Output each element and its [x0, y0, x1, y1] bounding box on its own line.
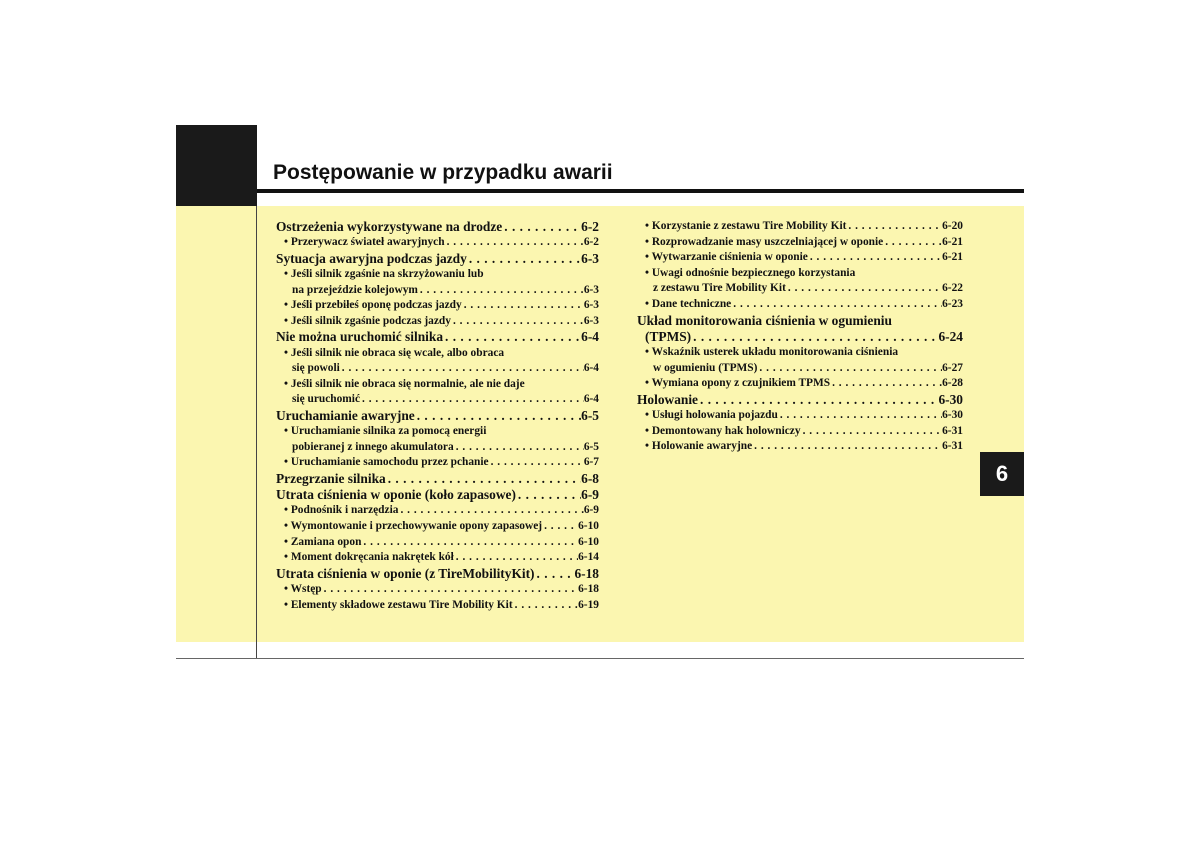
toc-entry-label: • Elementy składowe zestawu Tire Mobility Kit: [284, 598, 513, 611]
toc-entry: [276, 283, 599, 299]
toc-entry-page: 6-24: [938, 328, 963, 344]
toc-entry: [276, 219, 599, 235]
toc-entry-page: 6-9: [581, 487, 599, 503]
toc-entry-page: 6-5: [583, 440, 599, 453]
toc-entry-label: Utrata ciśnienia w oponie (z TireMobilityKit): [276, 565, 535, 581]
toc-entry-label: Uruchamianie awaryjne: [276, 407, 415, 423]
toc-entry-label: • Jeśli silnik nie obraca się wcale, albo obraca: [284, 346, 505, 359]
toc-entry: [276, 408, 599, 424]
chapter-header-block: [176, 125, 257, 206]
dot-leader: [883, 235, 942, 251]
title-rule: [257, 189, 1024, 193]
toc-entry: [276, 550, 599, 566]
toc-entry-label: • Jeśli silnik zgaśnie na skrzyżowaniu lub: [284, 268, 484, 280]
toc-entry: [276, 598, 599, 614]
toc-entry-label: • Wymontowanie i przechowywanie opony zapasowej: [284, 519, 543, 532]
toc-entry-label: w ogumieniu (TPMS): [653, 361, 758, 374]
toc-entry-label: Nie można uruchomić silnika: [276, 329, 444, 345]
toc-entry-page: 6-30: [942, 408, 963, 421]
toc-entry: [276, 582, 599, 598]
toc-entry-page: 6-27: [942, 361, 963, 374]
toc-entry: [276, 314, 599, 330]
dot-leader: [846, 219, 942, 235]
toc-entry-label: (TPMS): [645, 328, 692, 344]
toc-entry-label: • Demontowany hak holowniczy: [645, 424, 801, 437]
toc-entry-label: na przejeździe kolejowym: [292, 283, 418, 296]
dot-leader: [535, 566, 575, 582]
toc-entry-label: • Dane techniczne: [645, 297, 732, 310]
toc-entry-label: • Wymiana opony z czujnikiem TPMS: [645, 377, 831, 390]
toc-entry: [276, 455, 599, 471]
toc-entry-page: 6-3: [583, 299, 599, 312]
toc-entry-label: się uruchomić: [292, 393, 361, 406]
toc-entry: [637, 361, 963, 377]
toc-entry: [276, 235, 599, 251]
margin-rule: [256, 206, 257, 659]
dot-leader: [443, 329, 581, 345]
toc-entry-page: 6-22: [942, 282, 963, 295]
toc-entry-page: 6-14: [578, 551, 599, 564]
toc-entry-page: 6-5: [581, 407, 599, 423]
toc-entry-page: 6-3: [583, 314, 599, 327]
toc-entry: [276, 471, 599, 487]
toc-entry-label: • Wytwarzanie ciśnienia w oponie: [645, 251, 808, 264]
toc-entry: [637, 281, 963, 297]
toc-entry-page: 6-4: [583, 393, 599, 406]
toc-entry-label: • Jeśli przebiłeś oponę podczas jazdy: [284, 299, 462, 312]
dot-leader: [418, 283, 584, 299]
toc-entry-label: Przegrzanie silnika: [276, 470, 386, 486]
toc-entry: [637, 313, 963, 329]
toc-entry-label: pobieranej z innego akumulatora: [292, 440, 454, 453]
footer-rule: [176, 658, 1024, 659]
chapter-tab: [980, 452, 1024, 496]
toc-entry: [637, 266, 963, 282]
toc-entry-label: Ostrzeżenia wykorzystywane na drodze: [276, 219, 503, 234]
toc-entry-label: • Jeśli silnik zgaśnie podczas jazdy: [284, 314, 451, 327]
toc-entry: [276, 251, 599, 267]
toc-entry-page: 6-9: [583, 504, 599, 517]
toc-column-right: [637, 219, 963, 455]
toc-entry-page: 6-28: [942, 377, 963, 390]
toc-entry-page: 6-21: [942, 251, 963, 264]
toc-entry-label: • Uruchamianie samochodu przez pchanie: [284, 456, 489, 469]
toc-entry-page: 6-31: [942, 424, 963, 437]
dot-leader: [386, 471, 581, 487]
toc-entry: [637, 439, 963, 455]
toc-entry-label: • Uruchamianie silnika za pomocą energii: [284, 425, 487, 438]
dot-leader: [361, 535, 578, 551]
dot-leader: [513, 598, 578, 614]
toc-entry: [637, 376, 963, 392]
dot-leader: [445, 235, 584, 251]
toc-entry: [637, 329, 963, 345]
chapter-number: 6: [995, 461, 1009, 486]
toc-entry-page: 6-4: [581, 329, 599, 345]
toc-entry: [276, 487, 599, 503]
toc-entry: [276, 329, 599, 345]
dot-leader: [757, 361, 942, 377]
dot-leader: [340, 361, 584, 377]
toc-entry-page: 6-23: [942, 297, 963, 310]
toc-entry-page: 6-10: [578, 519, 599, 532]
toc-entry-page: 6-20: [942, 220, 963, 232]
toc-entry: [276, 535, 599, 551]
dot-leader: [467, 251, 581, 267]
toc-entry-label: • Holowanie awaryjne: [645, 440, 753, 453]
dot-leader: [454, 440, 584, 456]
toc-entry: [276, 298, 599, 314]
toc-entry-page: 6-2: [581, 219, 599, 234]
toc-entry: [276, 503, 599, 519]
toc-entry-page: 6-7: [583, 456, 599, 469]
toc-entry-label: • Moment dokręcania nakrętek kół: [284, 551, 454, 564]
toc-entry: [637, 408, 963, 424]
dot-leader: [398, 503, 583, 519]
dot-leader: [360, 392, 584, 408]
toc-entry: [276, 566, 599, 582]
toc-entry-page: 6-10: [578, 535, 599, 548]
toc-entry: [276, 424, 599, 440]
toc-entry: [637, 235, 963, 251]
toc-entry: [276, 346, 599, 362]
toc-entry: [637, 345, 963, 361]
toc-entry: [276, 392, 599, 408]
toc-entry-label: • Korzystanie z zestawu Tire Mobility Kit: [645, 220, 847, 232]
toc-entry-page: 6-3: [581, 250, 599, 266]
dot-leader: [731, 297, 942, 313]
toc-entry: [637, 392, 963, 408]
toc-entry-label: • Usługi holowania pojazdu: [645, 408, 778, 421]
toc-entry-label: • Uwagi odnośnie bezpiecznego korzystania: [645, 266, 856, 279]
toc-entry-page: 6-18: [578, 582, 599, 595]
dot-leader: [454, 550, 578, 566]
dot-leader: [451, 314, 584, 330]
dot-leader: [808, 250, 942, 266]
dot-leader: [502, 219, 581, 235]
dot-leader: [462, 298, 584, 314]
toc-entry-page: 6-3: [583, 283, 599, 296]
toc-entry-page: 6-2: [583, 236, 599, 249]
toc-entry-label: • Zamiana opon: [284, 535, 362, 548]
toc-entry-page: 6-21: [942, 235, 963, 248]
dot-leader: [752, 439, 942, 455]
dot-leader: [830, 376, 942, 392]
toc-entry-page: 6-19: [578, 598, 599, 611]
dot-leader: [542, 519, 578, 535]
toc-entry: [637, 424, 963, 440]
toc-entry-page: 6-18: [574, 565, 599, 581]
toc-entry-page: 6-4: [583, 362, 599, 375]
toc-entry-label: • Jeśli silnik nie obraca się normalnie, ale nie daje: [284, 377, 525, 390]
toc-entry-page: 6-30: [938, 391, 963, 407]
toc-entry-label: • Rozprowadzanie masy uszczelniającej w oponie: [645, 235, 884, 248]
dot-leader: [516, 487, 581, 503]
toc-entry-label: Holowanie: [637, 391, 699, 407]
dot-leader: [415, 408, 581, 424]
toc-entry: [276, 267, 599, 283]
toc-entry: [276, 440, 599, 456]
toc-entry-label: się powoli: [292, 362, 340, 375]
dot-leader: [691, 329, 938, 345]
dot-leader: [786, 281, 942, 297]
dot-leader: [489, 455, 584, 471]
toc-entry: [276, 519, 599, 535]
toc-entry-page: 6-8: [581, 470, 599, 486]
dot-leader: [698, 392, 938, 408]
toc-entry-label: • Przerywacz świateł awaryjnych: [284, 236, 445, 249]
toc-entry-label: Utrata ciśnienia w oponie (koło zapasowe): [276, 487, 516, 503]
toc-entry: [276, 361, 599, 377]
dot-leader: [801, 424, 943, 440]
toc-entry-page: 6-31: [942, 440, 963, 453]
dot-leader: [778, 408, 942, 424]
toc-entry: [276, 377, 599, 393]
toc-entry: [637, 297, 963, 313]
toc-entry-label: Układ monitorowania ciśnienia w ogumieniu: [637, 312, 892, 328]
toc-entry: [637, 250, 963, 266]
toc-entry-label: • Podnośnik i narzędzia: [284, 504, 399, 517]
toc-entry-label: Sytuacja awaryjna podczas jazdy: [276, 250, 467, 266]
dot-leader: [322, 582, 578, 598]
toc-entry: [637, 219, 963, 235]
page-title: Postępowanie w przypadku awarii: [273, 161, 613, 184]
toc-entry-label: z zestawu Tire Mobility Kit: [653, 282, 786, 295]
toc-column-left: [276, 219, 599, 613]
toc-entry-label: • Wstęp: [284, 582, 322, 595]
toc-entry-label: • Wskaźnik usterek układu monitorowania ciśnienia: [645, 345, 899, 358]
